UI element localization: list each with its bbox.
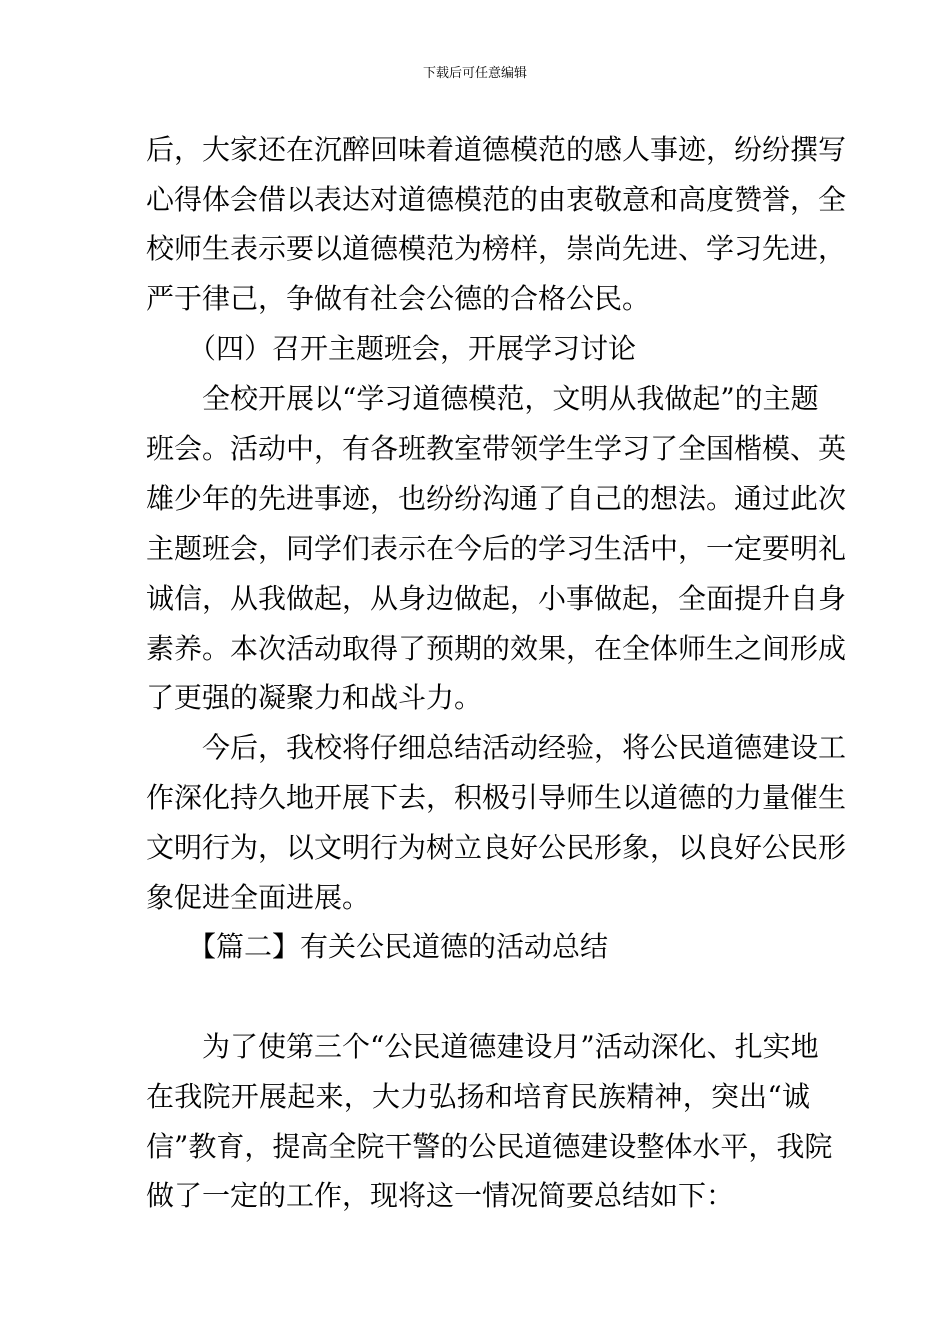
paragraph-line: 心得体会借以表达对道德模范的由衷敬意和高度赞誉，全	[146, 183, 847, 216]
section-heading: （四）召开主题班会，开展学习讨论	[188, 332, 637, 365]
paragraph-line: 做了一定的工作，现将这一情况简要总结如下：	[146, 1179, 735, 1212]
paragraph-line: 在我院开展起来，大力弘扬和培育民族精神，突出“诚	[146, 1080, 810, 1113]
paragraph-line: 班会。活动中，有各班教室带领学生学习了全国楷模、英	[146, 432, 847, 465]
paragraph-line: 信”教育，提高全院干警的公民道德建设整体水平，我院	[146, 1130, 833, 1163]
paragraph-line: 为了使第三个“公民道德建设月”活动深化、扎实地	[202, 1030, 819, 1063]
page-header-note: 下载后可任意编辑	[422, 66, 527, 81]
paragraph-line: 诚信，从我做起，从身边做起，小事做起，全面提升自身	[146, 582, 847, 615]
paragraph-line: 作深化持久地开展下去，积极引导师生以道德的力量催生	[146, 781, 847, 814]
paragraph-line: 全校开展以“学习道德模范，文明从我做起”的主题	[202, 382, 819, 415]
paragraph-line: 了更强的凝聚力和战斗力。	[146, 681, 483, 714]
paragraph-line: 今后，我校将仔细总结活动经验，将公民道德建设工	[202, 731, 847, 764]
paragraph-line: 后，大家还在沉醉回味着道德模范的感人事迹，纷纷撰写	[146, 133, 847, 166]
paragraph-line: 文明行为，以文明行为树立良好公民形象，以良好公民形	[146, 831, 847, 864]
paragraph-line: 校师生表示要以道德模范为榜样，崇尚先进、学习先进，	[146, 232, 847, 265]
paragraph-line: 严于律己，争做有社会公德的合格公民。	[146, 282, 651, 315]
paragraph-line: 主题班会，同学们表示在今后的学习生活中，一定要明礼	[146, 532, 847, 565]
paragraph-line: 雄少年的先进事迹，也纷纷沟通了自己的想法。通过此次	[146, 482, 847, 515]
article-heading: 【篇二】有关公民道德的活动总结	[188, 930, 609, 963]
paragraph-line: 象促进全面进展。	[146, 881, 371, 914]
paragraph-line: 素养。本次活动取得了预期的效果，在全体师生之间形成	[146, 632, 847, 665]
